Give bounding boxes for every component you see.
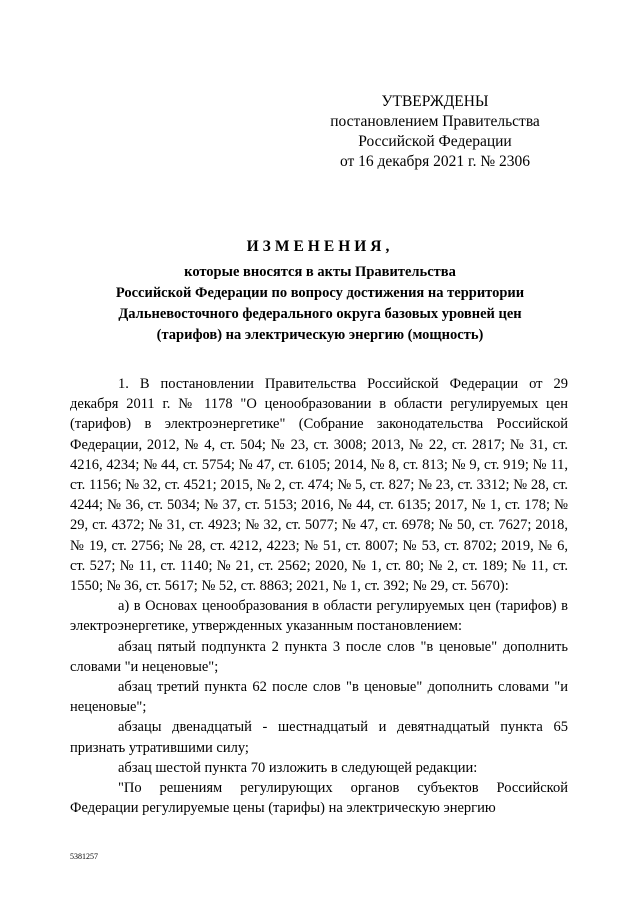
paragraph: абзац пятый подпункта 2 пункта 3 после слов "в ценовые" дополнить словами "и неценовые"; xyxy=(70,638,568,675)
paragraph: "По решениям регулирующих органов субъектов Российской Федерации регулируемые цены (тарифы) на электрическую энергию xyxy=(70,780,568,817)
approval-line: от 16 декабря 2021 г. № 2306 xyxy=(339,153,531,170)
footer-code: 5381257 xyxy=(70,852,98,861)
document-body xyxy=(70,374,568,818)
paragraph: абзацы двенадцатый - шестнадцатый и девятнадцатый пункта 65 признать утратившими силу; xyxy=(70,719,568,756)
approval-line: Российской Федерации xyxy=(358,133,512,150)
approval-block xyxy=(330,92,540,172)
approval-heading: УТВЕРЖДЕНЫ xyxy=(381,93,489,110)
document-title: ИЗМЕНЕНИЯ, xyxy=(246,238,394,255)
approval-line: постановлением Правительства xyxy=(330,113,540,130)
document-subtitle xyxy=(70,262,570,346)
subtitle-line: (тарифов) на электрическую энергию (мощность) xyxy=(156,327,484,343)
subtitle-line: Дальневосточного федерального округа базовых уровней цен xyxy=(118,306,522,322)
paragraph: абзац шестой пункта 70 изложить в следующей редакции: xyxy=(118,759,478,776)
subtitle-line: которые вносятся в акты Правительства xyxy=(184,264,456,280)
subtitle-line: Российской Федерации по вопросу достижения на территории xyxy=(115,285,525,301)
paragraph: а) в Основах ценообразования в области регулируемых цен (тарифов) в электроэнергетике, утвержденных указанным постановлением: xyxy=(70,598,568,635)
paragraph: абзац третий пункта 62 после слов "в ценовые" дополнить словами "и неценовые"; xyxy=(70,679,568,716)
paragraph: 1. В постановлении Правительства Российской Федерации от 29 декабря 2011 г. № 1178 "О ценообразовании в области регулируемых цен (тарифов) в электроэнергетике" (Собрание законодательства Российской Федерации, 2012, № 4, ст. 504; № 23, ст. 3008; 2013, № 22, ст. 2817; № 31, ст. 4216, 4234; № 44, ст. 5754; № 47, ст. 6105; 2014, № 8, ст. 813; № 9, ст. 919; № 11, ст. 1156; № 32, ст. 4521; 2015, № 2, ст. 474; № 5, ст. 827; № 23, ст. 3312; № 28, ст. 4244; № 36, ст. 5034; № 37, ст. 5153; 2016, № 44, ст. 6135; 2017, № 1, ст. 178; № 29, ст. 4372; № 31, ст. 4923; № 32, ст. 5077; № 47, ст. 6978; № 50, ст. 7627; 2018, № 19, ст. 2756; № 28, ст. 4212, 4223; № 51, ст. 8007; № 53, ст. 8702; 2019, № 6, ст. 527; № 11, ст. 1140; № 21, ст. 2562; 2020, № 1, ст. 80; № 2, ст. 189; № 11, ст. 1550; № 36, ст. 5617; № 52, ст. 8863; 2021, № 1, ст. 392; № 29, ст. 5670): xyxy=(70,376,568,595)
